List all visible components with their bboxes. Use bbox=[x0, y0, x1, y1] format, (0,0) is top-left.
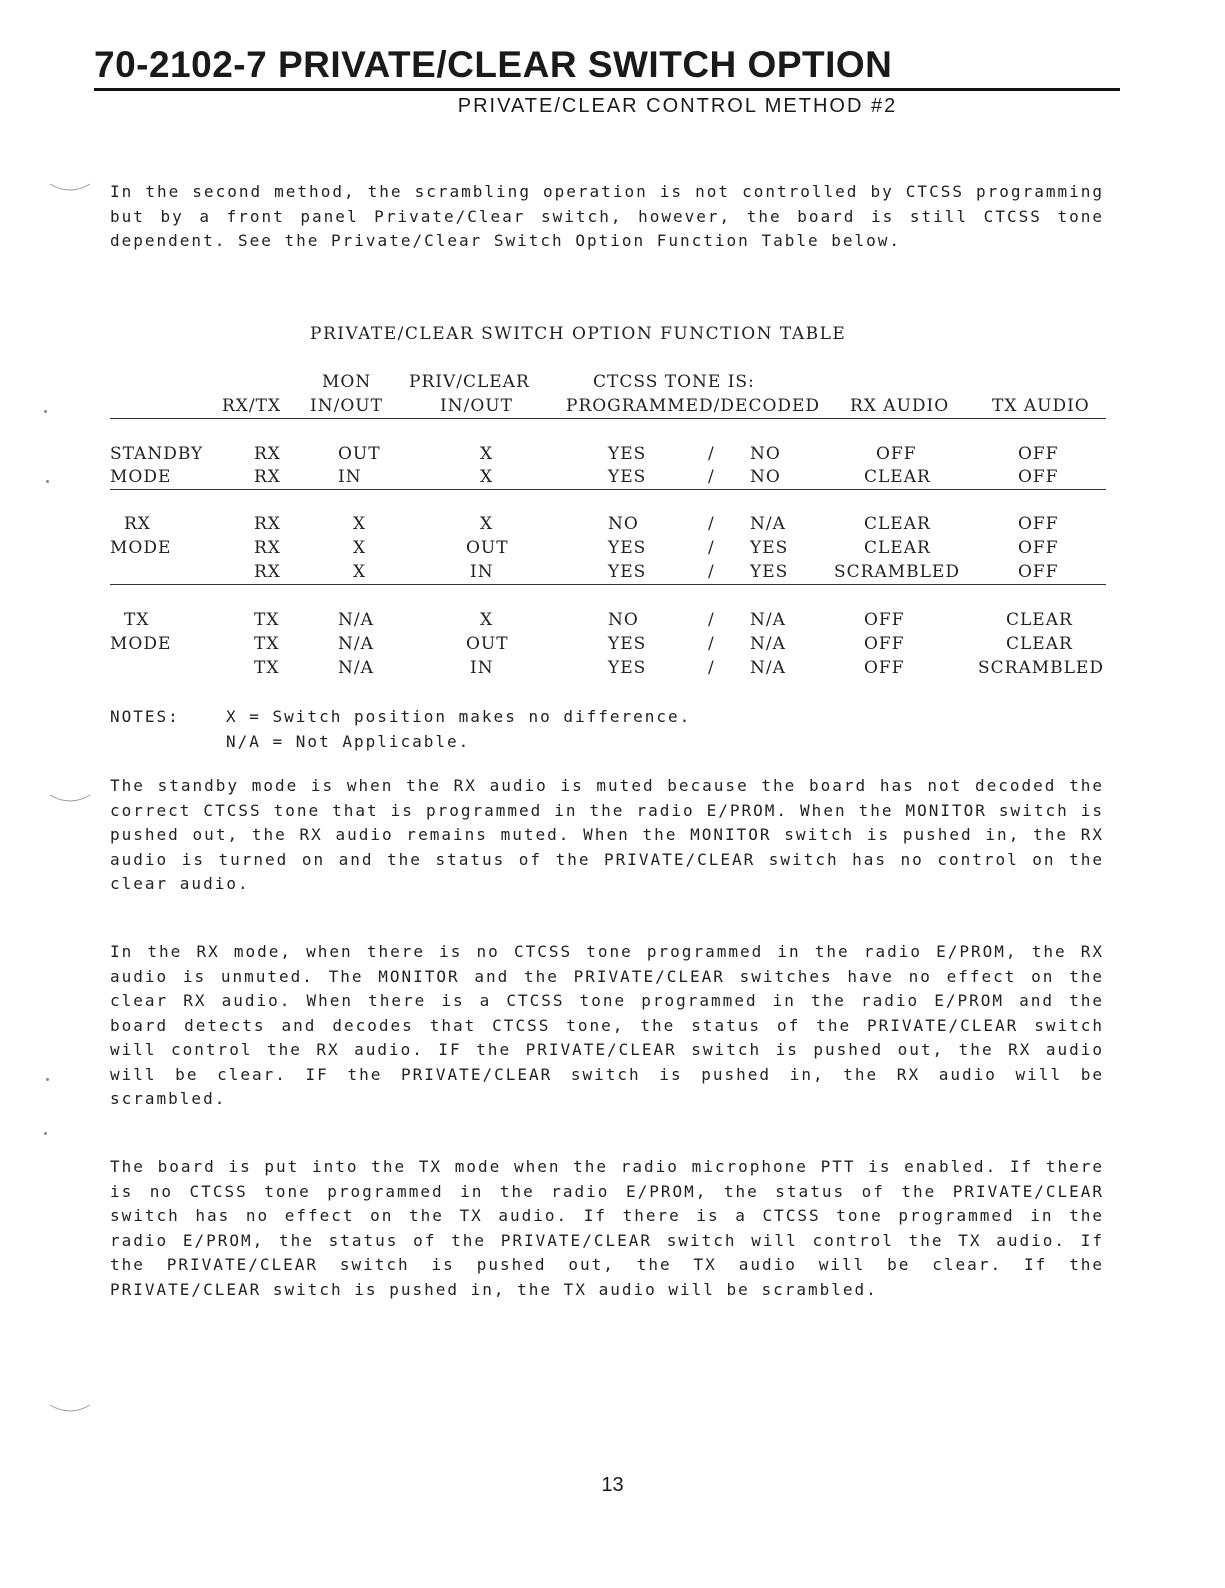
cell-rx-audio: CLEAR bbox=[864, 467, 931, 487]
group-rule bbox=[110, 489, 1106, 490]
cell-decoded: NO bbox=[750, 444, 781, 464]
cell-slash: / bbox=[708, 610, 715, 630]
cell-priv-clear: X bbox=[480, 444, 494, 464]
punch-hole-mark bbox=[48, 182, 92, 194]
cell-slash: / bbox=[708, 634, 715, 654]
cell-slash: / bbox=[708, 467, 715, 487]
header-rule bbox=[110, 418, 1106, 419]
cell-priv-clear: OUT bbox=[466, 634, 509, 654]
cell-mon: N/A bbox=[338, 634, 374, 654]
cell-slash: / bbox=[708, 658, 715, 678]
mode-label: MODE bbox=[110, 467, 172, 487]
cell-rx-tx: RX bbox=[254, 514, 281, 534]
scan-speck bbox=[46, 480, 49, 483]
cell-rx-audio: OFF bbox=[864, 610, 905, 630]
header-mon-in-out: IN/OUT bbox=[310, 396, 383, 416]
cell-rx-tx: RX bbox=[254, 562, 281, 582]
table-notes bbox=[110, 704, 691, 754]
cell-rx-tx: RX bbox=[254, 538, 281, 558]
cell-decoded: N/A bbox=[750, 610, 786, 630]
cell-rx-audio: SCRAMBLED bbox=[834, 562, 960, 582]
punch-hole-mark bbox=[48, 1403, 92, 1415]
cell-slash: / bbox=[708, 514, 715, 534]
header-ctcss-tone: CTCSS TONE IS: bbox=[593, 372, 755, 392]
intro-paragraph: In the second method, the scrambling operation is not controlled by CTCSS programming but by a front panel Private/Clear switch, however, the board is still CTCSS tone dependent. See the Private/Clear Switch Option Function Table below. bbox=[110, 182, 1104, 250]
cell-programmed: YES bbox=[608, 562, 647, 582]
mode-label: TX bbox=[124, 610, 150, 630]
cell-programmed: YES bbox=[608, 444, 647, 464]
standby-mode-paragraph: The standby mode is when the RX audio is muted because the board has not decoded the correct CTCSS tone that is programmed in the radio E/PROM. When the MONITOR switch is pushed out, the RX audio remains muted. When the MONITOR switch is pushed in, the RX audio is turned on and the status of the PRIVATE/CLEAR switch has no control on the clear audio. bbox=[110, 776, 1104, 893]
cell-tx-audio: OFF bbox=[1018, 444, 1059, 464]
cell-tx-audio: CLEAR bbox=[1006, 610, 1073, 630]
cell-priv-clear: IN bbox=[470, 562, 494, 582]
scan-speck bbox=[44, 1132, 47, 1135]
cell-decoded: N/A bbox=[750, 514, 786, 534]
cell-decoded: N/A bbox=[750, 658, 786, 678]
cell-decoded: YES bbox=[750, 562, 789, 582]
header-programmed-decoded: PROGRAMMED/DECODED bbox=[566, 396, 821, 416]
header-rx-audio: RX AUDIO bbox=[850, 396, 950, 416]
header-priv-in-out: IN/OUT bbox=[440, 396, 513, 416]
cell-tx-audio: OFF bbox=[1018, 467, 1059, 487]
scan-speck bbox=[46, 1078, 49, 1081]
cell-mon: N/A bbox=[338, 610, 374, 630]
table-title: PRIVATE/CLEAR SWITCH OPTION FUNCTION TABLE bbox=[310, 324, 847, 344]
mode-label: MODE bbox=[110, 538, 172, 558]
notes-line: X = Switch position makes no difference. bbox=[226, 707, 692, 726]
cell-priv-clear: OUT bbox=[466, 538, 509, 558]
cell-mon: OUT bbox=[338, 444, 381, 464]
page-title: 70-2102-7 PRIVATE/CLEAR SWITCH OPTION bbox=[94, 44, 893, 85]
title-underline bbox=[94, 88, 1120, 91]
cell-programmed: NO bbox=[608, 610, 639, 630]
cell-mon: X bbox=[353, 514, 367, 534]
cell-programmed: YES bbox=[608, 658, 647, 678]
cell-tx-audio: SCRAMBLED bbox=[978, 658, 1104, 678]
cell-decoded: NO bbox=[750, 467, 781, 487]
cell-mon: IN bbox=[338, 467, 362, 487]
cell-slash: / bbox=[708, 538, 715, 558]
cell-tx-audio: OFF bbox=[1018, 514, 1059, 534]
notes-label: NOTES: bbox=[110, 707, 180, 726]
mode-label: STANDBY bbox=[110, 444, 204, 464]
header-priv-clear: PRIV/CLEAR bbox=[409, 372, 530, 392]
cell-mon: X bbox=[353, 562, 367, 582]
cell-rx-audio: CLEAR bbox=[864, 538, 931, 558]
cell-decoded: YES bbox=[750, 538, 789, 558]
mode-label: MODE bbox=[110, 634, 172, 654]
cell-rx-tx: TX bbox=[254, 634, 280, 654]
cell-slash: / bbox=[708, 444, 715, 464]
group-rule bbox=[110, 584, 1106, 585]
cell-rx-tx: RX bbox=[254, 467, 281, 487]
notes-line: N/A = Not Applicable. bbox=[226, 732, 471, 751]
header-rx-tx: RX/TX bbox=[222, 396, 282, 416]
header-tx-audio: TX AUDIO bbox=[992, 396, 1090, 416]
mode-label: RX bbox=[124, 514, 151, 534]
punch-hole-mark bbox=[48, 793, 92, 805]
cell-programmed: YES bbox=[608, 467, 647, 487]
cell-priv-clear: X bbox=[480, 610, 494, 630]
page-number: 13 bbox=[601, 1474, 624, 1496]
cell-priv-clear: X bbox=[480, 467, 494, 487]
cell-mon: X bbox=[353, 538, 367, 558]
cell-rx-audio: OFF bbox=[864, 634, 905, 654]
tx-mode-paragraph: The board is put into the TX mode when the radio microphone PTT is enabled. If there is no CTCSS tone programmed in the radio E/PROM, the status of the PRIVATE/CLEAR switch has no effect on the TX audio. If there is a CTCSS tone programmed in the radio E/PROM, the status of the PRIVATE/CLEAR switch will control the TX audio. If the PRIVATE/CLEAR switch is pushed out, the TX audio will be clear. If the PRIVATE/CLEAR switch is pushed in, the TX audio will be scrambled. bbox=[110, 1157, 1104, 1299]
cell-rx-tx: TX bbox=[254, 610, 280, 630]
cell-tx-audio: CLEAR bbox=[1006, 634, 1073, 654]
cell-priv-clear: IN bbox=[470, 658, 494, 678]
cell-programmed: YES bbox=[608, 634, 647, 654]
cell-rx-tx: TX bbox=[254, 658, 280, 678]
cell-programmed: YES bbox=[608, 538, 647, 558]
cell-slash: / bbox=[708, 562, 715, 582]
cell-rx-audio: OFF bbox=[876, 444, 917, 464]
cell-programmed: NO bbox=[608, 514, 639, 534]
cell-priv-clear: X bbox=[480, 514, 494, 534]
header-mon: MON bbox=[322, 372, 372, 392]
cell-rx-tx: RX bbox=[254, 444, 281, 464]
page-subtitle: PRIVATE/CLEAR CONTROL METHOD #2 bbox=[457, 95, 898, 117]
rx-mode-paragraph: In the RX mode, when there is no CTCSS tone programmed in the radio E/PROM, the RX audio is unmuted. The MONITOR and the PRIVATE/CLEAR switches have no effect on the clear RX audio. When there is a CTCSS tone programmed in the radio E/PROM and the board detects and decodes that CTCSS tone, the status of the PRIVATE/CLEAR switch will control the RX audio. IF the PRIVATE/CLEAR switch is pushed out, the RX audio will be clear. IF the PRIVATE/CLEAR switch is pushed in, the RX audio will be scrambled. bbox=[110, 942, 1104, 1108]
cell-tx-audio: OFF bbox=[1018, 538, 1059, 558]
cell-rx-audio: OFF bbox=[864, 658, 905, 678]
cell-decoded: N/A bbox=[750, 634, 786, 654]
cell-tx-audio: OFF bbox=[1018, 562, 1059, 582]
scan-speck bbox=[44, 410, 47, 413]
cell-mon: N/A bbox=[338, 658, 374, 678]
cell-rx-audio: CLEAR bbox=[864, 514, 931, 534]
